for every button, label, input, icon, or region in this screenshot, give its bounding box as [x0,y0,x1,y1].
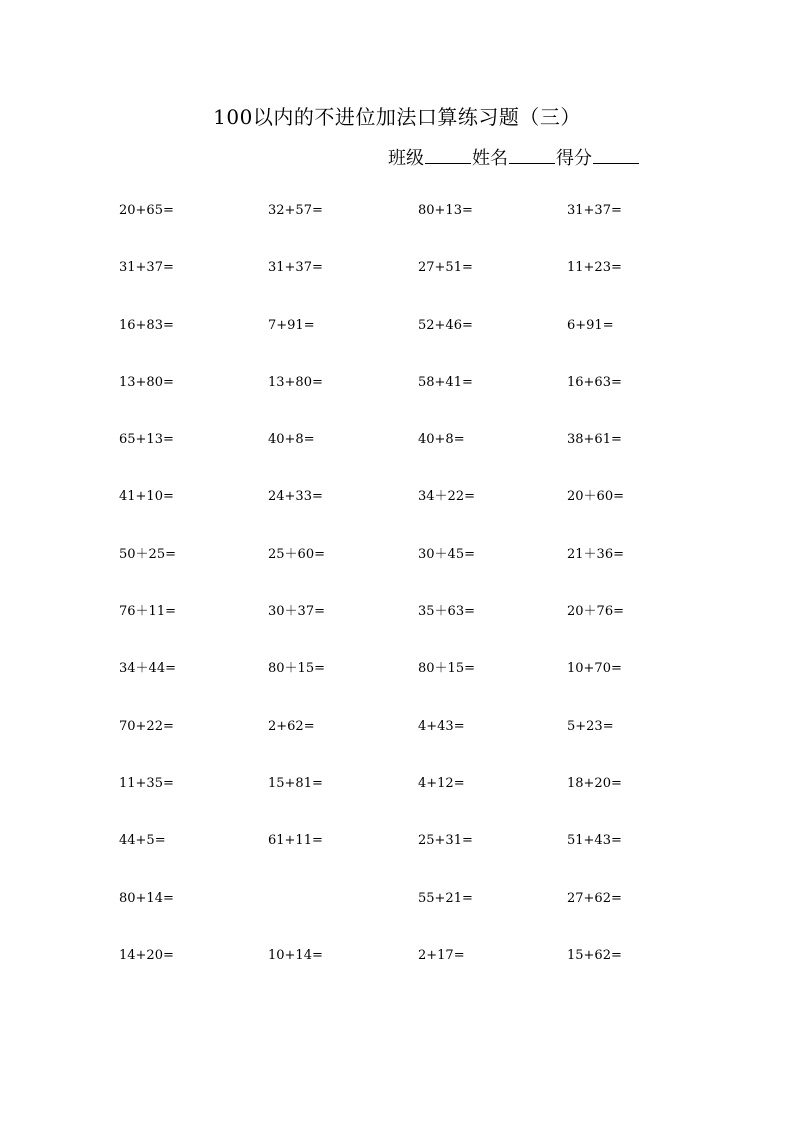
score-label: 得分 [556,148,592,169]
problem: 20+65= [119,203,174,218]
problem: 30＋37= [268,604,325,620]
problem-row [119,202,719,259]
problem: 27+62= [567,890,622,906]
problem-row [119,947,719,1004]
problem: 40+8= [418,432,465,448]
class-blank[interactable] [425,145,471,164]
problem-row [119,317,719,374]
problem: 34＋22= [418,489,475,505]
problem-row [119,374,719,431]
problem: 20＋76= [567,604,624,620]
problem: 61+11= [268,833,323,849]
student-info-line [388,145,640,172]
problem-row [119,546,719,603]
problem-row [119,488,719,545]
problem-row [119,832,719,889]
problem: 14+20= [119,947,174,963]
problem: 80+13= [418,203,473,218]
problem: 80＋15= [418,661,475,677]
problem: 80＋15= [268,661,325,677]
problem: 6+91= [567,317,614,333]
problem: 13+80= [268,374,323,390]
problem: 11+23= [567,260,622,276]
problem-row [119,890,719,947]
problem: 4+12= [418,775,465,791]
problem: 25＋60= [268,546,325,562]
problem: 16+63= [567,374,622,390]
problem: 38+61= [567,432,622,448]
problem-row [119,603,719,660]
problem: 2+17= [418,947,465,963]
score-blank[interactable] [593,145,639,164]
problem-row [119,660,719,717]
problem: 24+33= [268,489,323,505]
problem: 20＋60= [567,489,624,505]
problem: 80+14= [119,890,174,906]
problem: 76＋11= [119,604,176,620]
problem: 31+37= [119,260,174,276]
problem: 41+10= [119,489,174,505]
problem: 2+62= [268,718,315,734]
problem: 25+31= [418,833,473,849]
problem: 58+41= [418,374,473,390]
problem: 27+51= [418,260,473,276]
problem: 11+35= [119,775,174,791]
problem: 51+43= [567,833,622,849]
name-blank[interactable] [509,145,555,164]
class-label: 班级 [388,148,424,169]
problem: 35＋63= [418,604,475,620]
problem-row [119,718,719,775]
problem: 10+70= [567,661,622,677]
problem: 13+80= [119,374,174,390]
worksheet-title: 100以内的不进位加法口算练习题（三） [213,105,581,129]
problem: 50＋25= [119,546,176,562]
problem-row [119,775,719,832]
problem: 5+23= [567,718,614,734]
problem: 55+21= [418,890,473,906]
problem: 15+81= [268,775,323,791]
problem: 7+91= [268,317,315,333]
problem: 65+13= [119,432,174,448]
problem-row [119,431,719,488]
problem: 18+20= [567,775,622,791]
problem: 15+62= [567,947,622,963]
problem: 21＋36= [567,546,624,562]
problem: 32+57= [268,203,323,218]
problem-grid [119,202,719,1004]
problem: 44+5= [119,833,166,849]
problem: 70+22= [119,718,174,734]
problem: 31+37= [268,260,323,276]
name-label: 姓名 [472,148,508,169]
problem: 52+46= [418,317,473,333]
problem: 10+14= [268,947,323,963]
problem: 30＋45= [418,546,475,562]
problem: 4+43= [418,718,465,734]
problem: 31+37= [567,203,622,218]
problem: 16+83= [119,317,174,333]
problem: 40+8= [268,432,315,448]
problem-row [119,259,719,316]
problem: 34＋44= [119,661,176,677]
